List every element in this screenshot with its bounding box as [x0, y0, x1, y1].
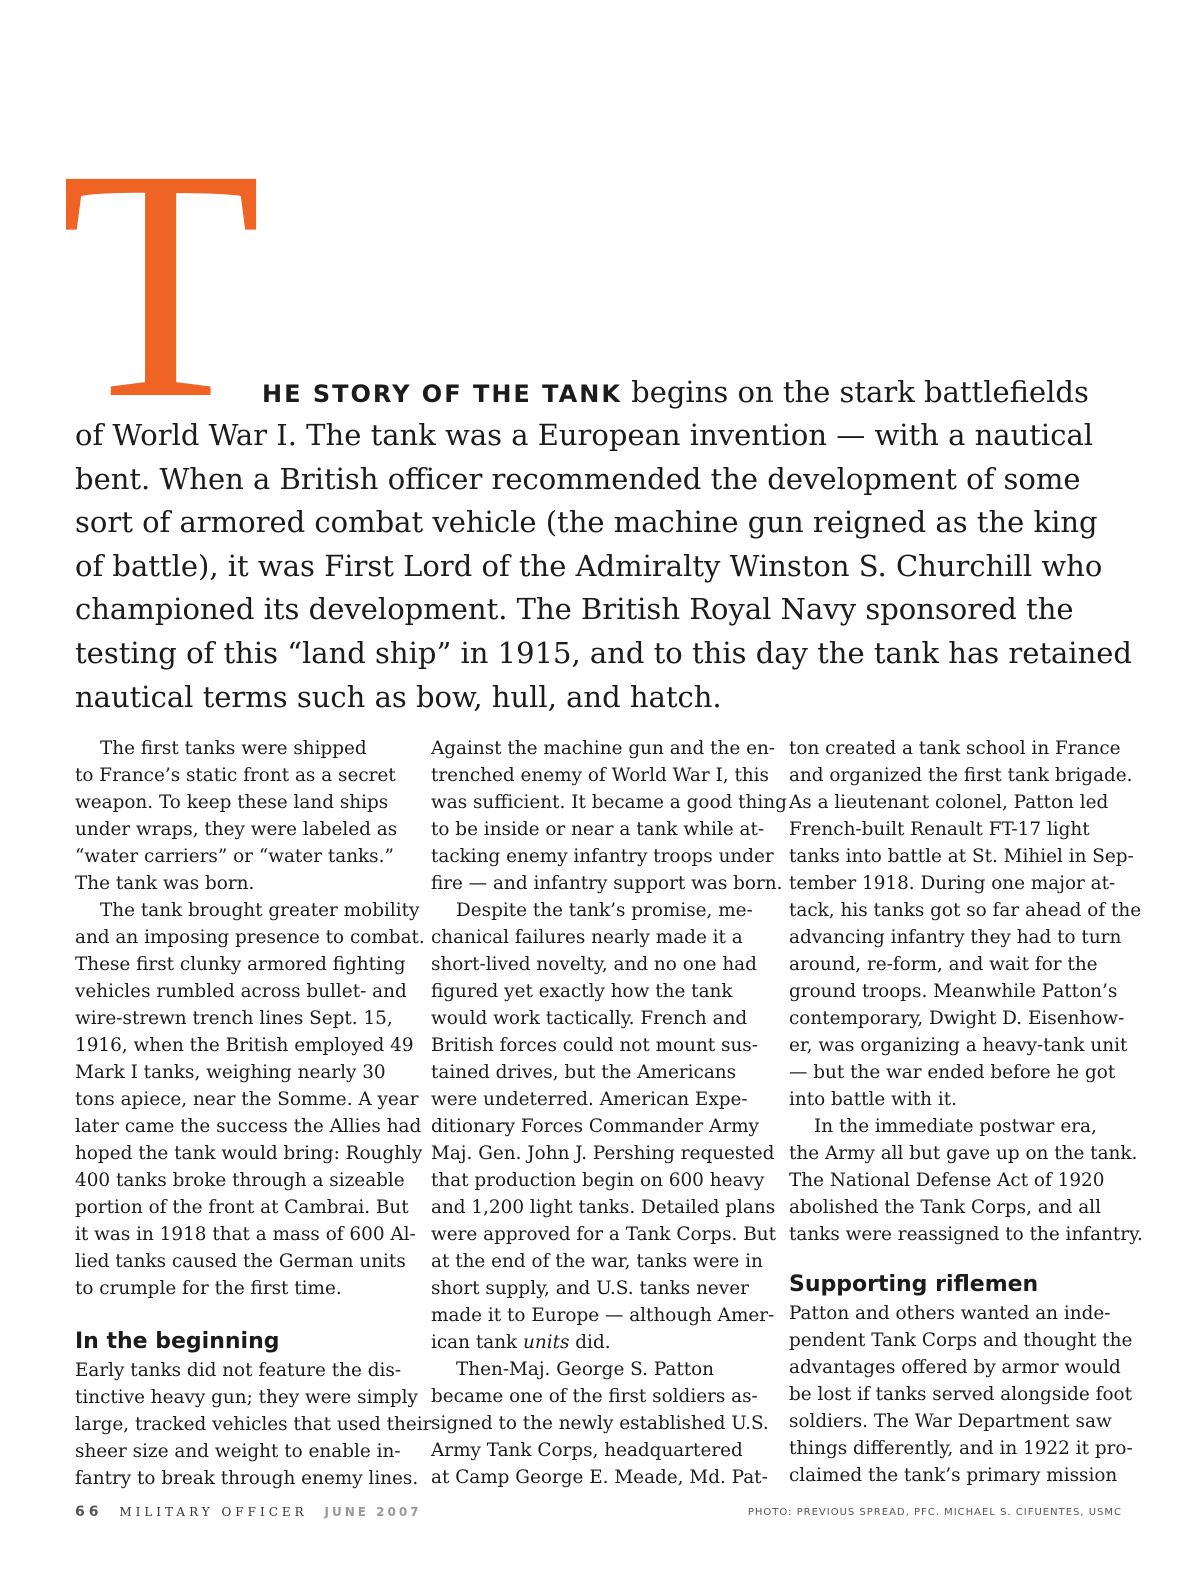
- text-line: advancing infantry they had to turn: [789, 927, 1122, 948]
- text-line: made it to Europe — although Amer-: [431, 1305, 775, 1326]
- text-line: Against the machine gun and the en-: [431, 738, 776, 759]
- text-line: and organized the first tank brigade.: [789, 765, 1133, 786]
- text-line: wire-strewn trench lines Sept. 15,: [75, 1008, 393, 1029]
- text-line: fire — and infantry support was born.: [431, 873, 783, 894]
- text-line: The National Defense Act of 1920: [789, 1170, 1105, 1191]
- text-line: [431, 1329, 776, 1356]
- text-line: weapon. To keep these land ships: [75, 792, 389, 813]
- text-line: Despite the tank’s promise, me-: [456, 900, 753, 921]
- section-heading: Supporting riflemen: [789, 1272, 1039, 1297]
- text-line: — but the war ended before he got: [789, 1062, 1116, 1083]
- text-line: around, re-form, and wait for the: [789, 954, 1098, 975]
- text-line: became one of the first soldiers as-: [431, 1386, 758, 1407]
- text-line: The tank brought greater mobility: [100, 900, 420, 921]
- text-line: tember 1918. During one major at-: [789, 873, 1116, 894]
- text-segment: ican tank: [431, 1332, 524, 1353]
- text-line: “water carriers” or “water tanks.”: [75, 846, 394, 867]
- text-line: These first clunky armored fighting: [75, 954, 406, 975]
- lede-line: testing of this “land ship” in 1915, and to this day the tank has retained: [75, 635, 1132, 670]
- text-line: abolished the Tank Corps, and all: [789, 1197, 1101, 1218]
- text-line: pendent Tank Corps and thought the: [789, 1330, 1133, 1351]
- text-line: tanks into battle at St. Mihiel in Sep-: [789, 846, 1134, 867]
- lede-line: nautical terms such as bow, hull, and hatch.: [75, 679, 722, 714]
- text-line: to crumple for the first time.: [75, 1278, 342, 1299]
- text-line: tons apiece, near the Somme. A year: [75, 1089, 419, 1110]
- text-line: vehicles rumbled across bullet- and: [75, 981, 407, 1002]
- text-line: into battle with it.: [789, 1089, 957, 1110]
- lede-line: sort of armored combat vehicle (the machine gun reigned as the king: [75, 505, 1098, 540]
- text-line: Mark I tanks, weighing nearly 30: [75, 1062, 386, 1083]
- lede-line: championed its development. The British Royal Navy sponsored the: [75, 592, 1074, 627]
- text-line: lied tanks caused the German units: [75, 1251, 406, 1272]
- text-line: Army Tank Corps, headquartered: [431, 1440, 743, 1461]
- text-line: ground troops. Meanwhile Patton’s: [789, 981, 1118, 1002]
- text-line: 1916, when the British employed 49: [75, 1035, 414, 1056]
- magazine-name: MILITARY OFFICER: [119, 1505, 308, 1519]
- text-line: tained drives, but the Americans: [431, 1062, 737, 1083]
- text-line: trenched enemy of World War I, this: [431, 765, 769, 786]
- text-line: Then-Maj. George S. Patton: [456, 1359, 715, 1380]
- column-3: [789, 735, 1143, 1489]
- text-line: sheer size and weight to enable in-: [75, 1441, 401, 1462]
- text-line: were undeterred. American Expe-: [431, 1089, 748, 1110]
- text-line: French-built Renault FT-17 light: [789, 819, 1090, 840]
- page-number: 66: [75, 1504, 103, 1520]
- text-line: The first tanks were shipped: [100, 738, 367, 759]
- text-line: Maj. Gen. John J. Pershing requested: [431, 1143, 775, 1164]
- text-line: advantages offered by armor would: [789, 1357, 1121, 1378]
- text-line: be lost if tanks served alongside foot: [789, 1384, 1132, 1405]
- text-line: British forces could not mount sus-: [431, 1035, 758, 1056]
- text-line: things differently, and in 1922 it pro-: [789, 1438, 1133, 1459]
- emphasis-units: units: [523, 1332, 570, 1353]
- text-line: tacking enemy infantry troops under: [431, 846, 774, 867]
- drop-cap: T: [60, 102, 262, 467]
- lede-paragraph: [75, 414, 1135, 719]
- text-line: soldiers. The War Department saw: [789, 1411, 1112, 1432]
- text-line: hoped the tank would bring: Roughly: [75, 1143, 423, 1164]
- text-line: and 1,200 light tanks. Detailed plans: [431, 1197, 776, 1218]
- text-line: tanks were reassigned to the infantry.: [789, 1224, 1143, 1245]
- text-line: it was in 1918 that a mass of 600 Al-: [75, 1224, 416, 1245]
- text-line: large, tracked vehicles that used their: [75, 1414, 432, 1435]
- text-line: to France’s static front as a secret: [75, 765, 396, 786]
- text-line: the Army all but gave up on the tank.: [789, 1143, 1138, 1164]
- text-line: short-lived novelty, and no one had: [431, 954, 757, 975]
- text-line: Patton and others wanted an inde-: [789, 1303, 1111, 1324]
- text-line: In the immediate postwar era,: [814, 1116, 1097, 1137]
- text-line: claimed the tank’s primary mission: [789, 1465, 1118, 1486]
- text-line: tinctive heavy gun; they were simply: [75, 1387, 418, 1408]
- text-line: signed to the newly established U.S.: [431, 1413, 769, 1434]
- text-line: that production begin on 600 heavy: [431, 1170, 765, 1191]
- text-line: er, was organizing a heavy-tank unit: [789, 1035, 1128, 1056]
- text-line: short supply, and U.S. tanks never: [431, 1278, 749, 1299]
- lede-first-line: [262, 371, 1162, 416]
- text-segment: did.: [569, 1332, 611, 1353]
- section-heading: In the beginning: [75, 1329, 280, 1354]
- lede-line: of battle), it was First Lord of the Admiralty Winston S. Churchill who: [75, 548, 1103, 583]
- text-line: portion of the front at Cambrai. But: [75, 1197, 409, 1218]
- text-line: under wraps, they were labeled as: [75, 819, 398, 840]
- lede-smallcaps: HE STORY OF THE TANK: [262, 380, 622, 408]
- text-line: chanical failures nearly made it a: [431, 927, 743, 948]
- text-line: tack, his tanks got so far ahead of the: [789, 900, 1142, 921]
- text-line: and an imposing presence to combat.: [75, 927, 425, 948]
- page-footer: [75, 1504, 422, 1520]
- text-line: figured yet exactly how the tank: [431, 981, 733, 1002]
- text-line: would work tactically. French and: [431, 1008, 748, 1029]
- text-line: was sufficient. It became a good thing: [431, 792, 787, 813]
- lede-first-rest: begins on the stark battlefields: [621, 375, 1089, 409]
- text-line: at the end of the war, tanks were in: [431, 1251, 763, 1272]
- issue-date: JUNE 2007: [324, 1505, 422, 1519]
- text-line: contemporary, Dwight D. Eisenhow-: [789, 1008, 1125, 1029]
- text-line: As a lieutenant colonel, Patton led: [789, 792, 1109, 813]
- lede-line: bent. When a British officer recommended the development of some: [75, 461, 1081, 496]
- column-2: [431, 735, 787, 1491]
- text-line: The tank was born.: [75, 873, 255, 894]
- text-line: fantry to break through enemy lines.: [75, 1468, 419, 1489]
- text-line: were approved for a Tank Corps. But: [431, 1224, 776, 1245]
- column-1: [75, 735, 432, 1492]
- photo-credit: PHOTO: PREVIOUS SPREAD, PFC. MICHAEL S. CIFUENTES, USMC: [747, 1507, 1122, 1518]
- lede-line: of World War I. The tank was a European invention — with a nautical: [75, 418, 1094, 452]
- text-line: later came the success the Allies had: [75, 1116, 422, 1137]
- text-line: at Camp George E. Meade, Md. Pat-: [431, 1467, 768, 1488]
- text-line: ditionary Forces Commander Army: [431, 1116, 759, 1137]
- text-line: to be inside or near a tank while at-: [431, 819, 765, 840]
- text-line: 400 tanks broke through a sizeable: [75, 1170, 405, 1191]
- text-line: ton created a tank school in France: [789, 738, 1121, 759]
- text-line: Early tanks did not feature the dis-: [75, 1360, 402, 1381]
